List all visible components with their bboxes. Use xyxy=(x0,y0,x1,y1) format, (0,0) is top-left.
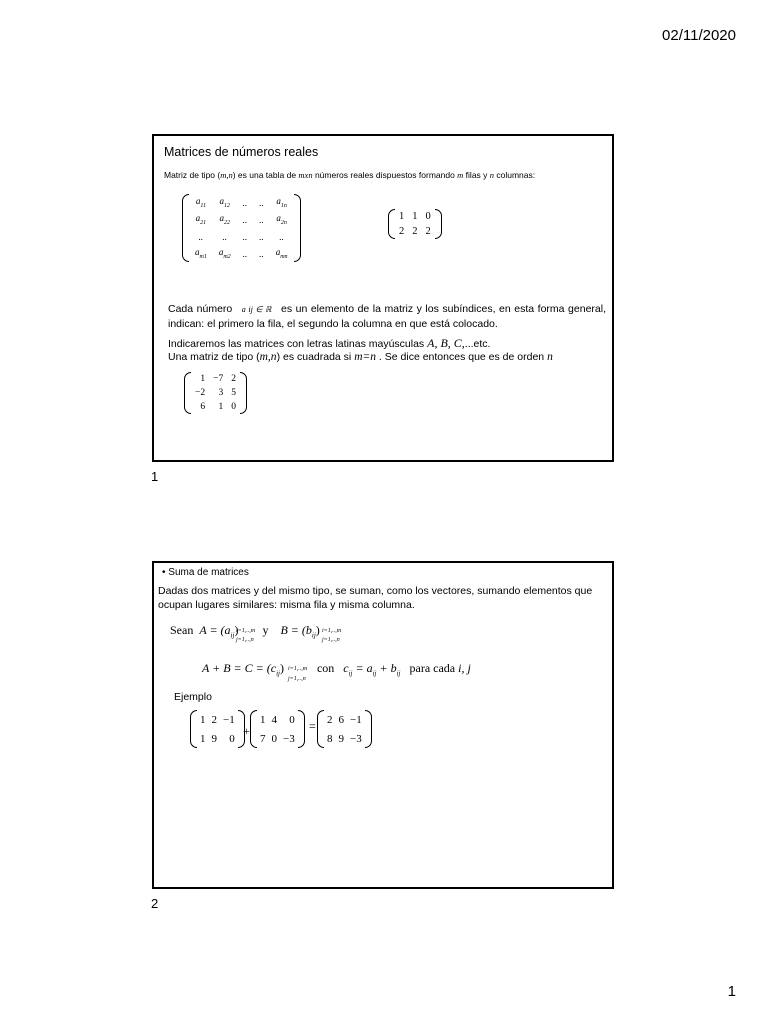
square-matrix-3x3: 1 −7 2 −2 3 5 6 1 0 xyxy=(184,372,247,414)
intro-text: Dadas dos matrices y del mismo tipo, se suman, como los vectores, sumando elementos que ocupan lugares similares: misma fila y misma columna. xyxy=(158,585,593,611)
slide-title: Matrices de números reales xyxy=(164,145,319,159)
limit-j-a: j=1,..,n xyxy=(236,637,254,643)
slide-2 xyxy=(152,561,614,889)
equals-sign: = xyxy=(309,719,316,733)
limit-i-c: i=1,..,m xyxy=(288,666,308,672)
element-symbol: a ij ∈ ℝ xyxy=(241,305,272,314)
paragraph-square: Una matriz de tipo (m,n) es cuadrada si m=n . Se dice entonces que es de orden n xyxy=(168,351,553,363)
limit-j-c: j=1,..,n xyxy=(288,676,306,682)
definition-text: Matriz de tipo (m,n) es una tabla de mxn números reales dispuestos formando m filas y n columnas: xyxy=(164,170,536,180)
plus-sign: + xyxy=(243,724,250,738)
example-matrix-c: 2 6 −1 8 9 −3 xyxy=(317,710,372,748)
limit-i-b: i=1,..,m xyxy=(322,628,342,634)
slide-1 xyxy=(152,134,614,462)
date-header: 02/11/2020 xyxy=(662,27,736,44)
example-matrix-2x3: 1 1 0 2 2 2 xyxy=(388,209,442,239)
example-matrix-b: 1 4 0 7 0 −3 xyxy=(250,710,305,748)
definition-formula: Sean $A = (a_{ij})$ y $B = (b_{ij})$ xyxy=(170,623,320,640)
slide-number-2: 2 xyxy=(151,896,159,911)
sum-formula: $A + B = C = (c_{ij})$ con $c_{ij} = a_{ij} + b_{ij}$ para cada i, j xyxy=(202,661,471,678)
general-matrix: $a_{11}$ $a_{12}$ .. .. $a_{1n}$ $a_{21}$ $a_{22}$ .. .. $a_{2n}$ .. .. .. .. .. $a_{m1}$ $a_{m2}$ .. .. $a_{mn}$ xyxy=(182,194,301,262)
page-number: 1 xyxy=(727,983,736,1000)
limit-i-a: i=1,..,m xyxy=(236,628,256,634)
slide-number-1: 1 xyxy=(151,469,159,484)
example-label: Ejemplo xyxy=(174,691,212,703)
example-matrix-a: 1 2 −1 1 9 0 xyxy=(190,710,245,748)
paragraph-elements: Cada número a ij ∈ ℝ es un elemento de la matriz y los subíndices, en esta forma general, indican: el primero la fila, el segundo la columna en que está colocado. xyxy=(168,303,606,330)
paragraph-notation: Indicaremos las matrices con letras latinas mayúsculas A, B, C,...etc. xyxy=(168,336,491,350)
slide-heading: • Suma de matrices xyxy=(162,567,249,578)
limit-j-b: j=1,..,n xyxy=(322,637,340,643)
